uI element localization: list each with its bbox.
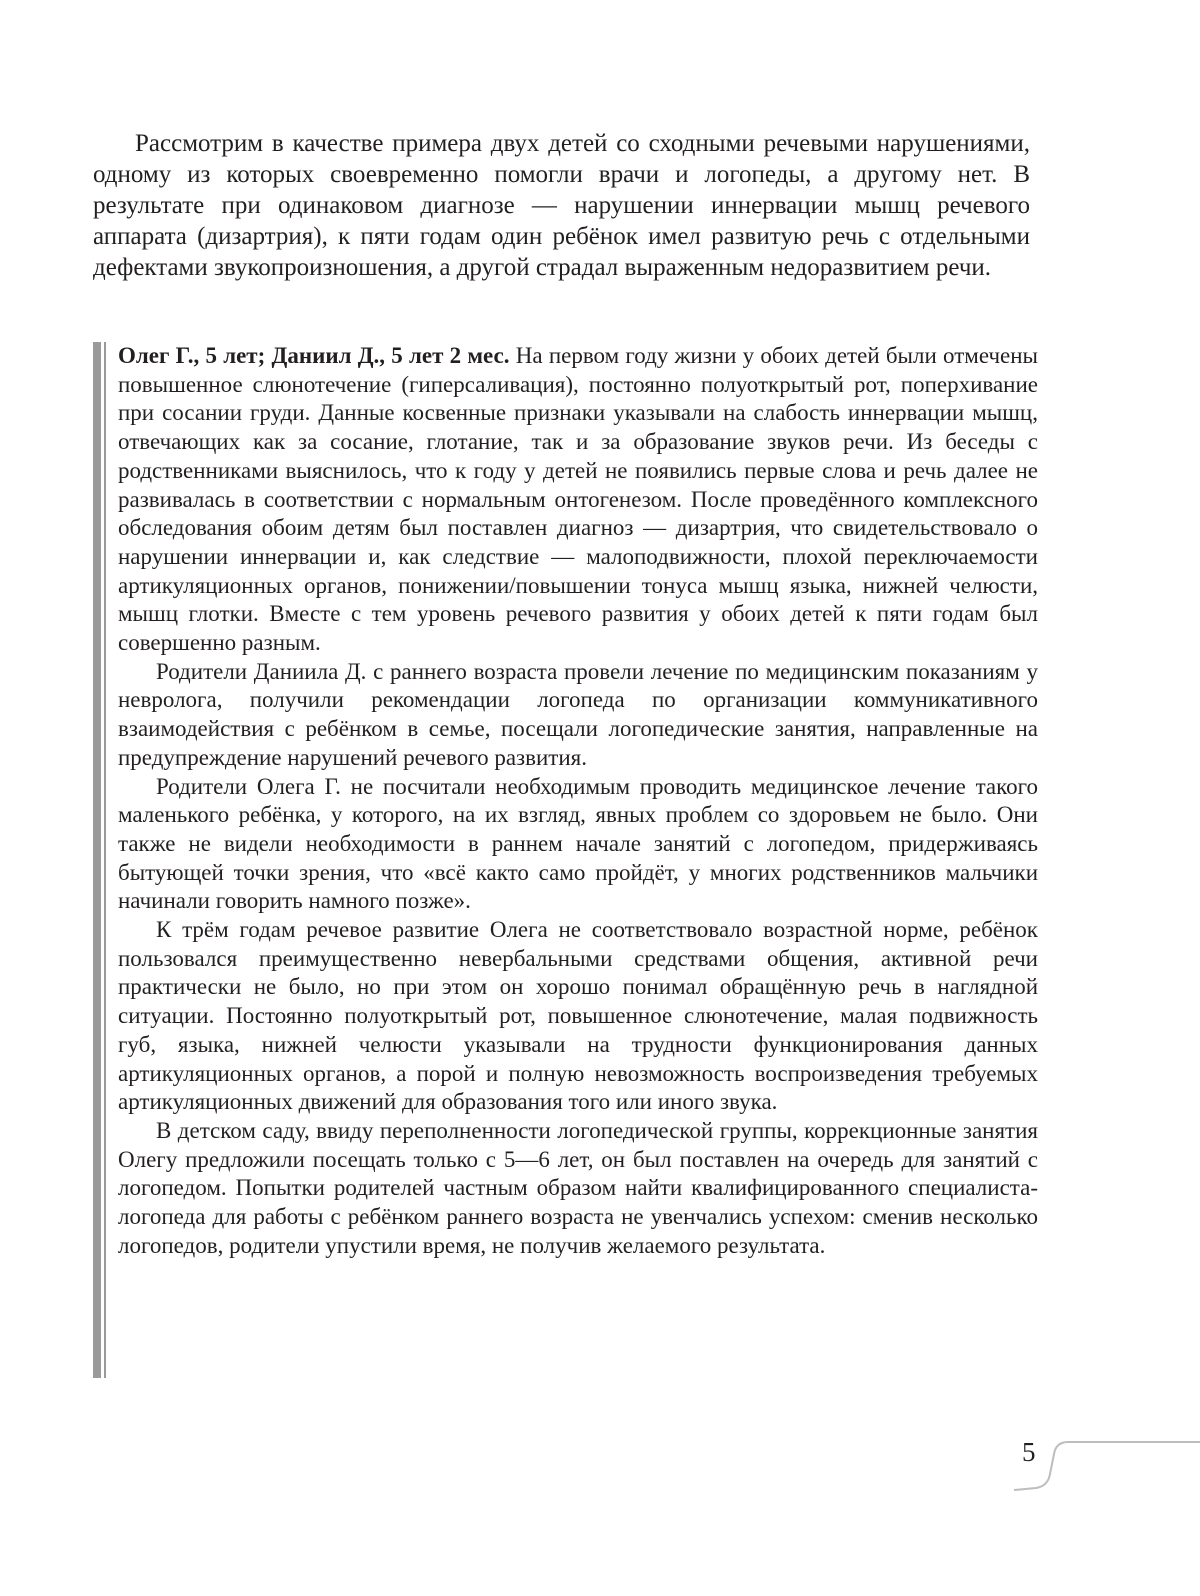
case-study-box — [93, 342, 1038, 1382]
page-corner-decoration — [1010, 1440, 1200, 1500]
case-paragraph-1-text: На первом году жизни у обоих детей были отмечены повышенное слюнотечение (гиперсаливация), постоянно полуоткрытый рот, поперхивание при сосании груди. Данные косвенные признаки указывали на слабость иннервации мышц, отвечающих как за сосание, глотание, так и за образование звуков речи. Из беседы с родственниками выяснилось, что к году у детей не появились первые слова и речь далее не развивалась в соответствии с нормальным онтогенезом. После проведённого комплексного обследования обоим детям был поставлен диагноз — дизартрия, что свидетельствовало о нарушении иннервации и, как следствие — малоподвижности, плохой переключаемости артикуляционных органов, понижении/повышении тонуса мышц языка, нижней челюсти, мышц глотки. Вместе с тем уровень речевого развития у обоих детей к пяти годам был совершенно разным. — [118, 343, 1039, 656]
intro-paragraph: Рассмотрим в качестве примера двух детей со сходными речевыми нарушениями, одному из которых своевременно помогли врачи и логопеды, а другому нет. В результате при одинаковом диагнозе — нарушении иннервации мышц речевого аппарата (дизартрия), к пяти годам один ребёнок имел развитую речь с отдельными дефектами звукопроизношения, а другой страдал выраженным недоразвитием речи. — [93, 130, 1030, 281]
case-heading: Олег Г., 5 лет; Даниил Д., 5 лет 2 мес. — [118, 343, 510, 368]
intro-section — [93, 128, 1030, 283]
case-paragraph-3: Родители Олега Г. не посчитали необходимым проводить медицинское лечение такого маленького ребёнка, у которого, на их взгляд, явных проблем со здоровьем не было. Они также не видели необходимости в раннем начале занятий с логопедом, придерживаясь бытующей точки зрения, что «всё както само пройдёт, у многих родственников мальчики начинали говорить намного позже». — [118, 773, 1038, 914]
case-margin-bar — [93, 342, 101, 1378]
case-study-body — [118, 342, 1038, 1261]
case-paragraph-5: В детском саду, ввиду переполненности логопедической группы, коррекционные занятия Олегу предложили посещать только с 5—6 лет, он был поставлен на очередь для занятий с логопедом. Попытки родителей частным образом найти квалифицированного специалиста-логопеда для работы с ребёнком раннего возраста не увенчались успехом: сменив несколько логопедов, родители упустили время, не получив желаемого результата. — [118, 1117, 1038, 1258]
case-paragraph-4: К трём годам речевое развитие Олега не соответствовало возрастной норме, ребёнок пользовался преимущественно невербальными средствами общения, активной речи практически не было, но при этом он хорошо понимал обращённую речь в наглядной ситуации. Постоянно полуоткрытый рот, повышенное слюнотечение, малая подвижность губ, языка, нижней челюсти указывали на трудности функционирования данных артикуляционных органов, а порой и полную невозможность воспроизведения требуемых артикуляционных движений для образования того или иного звука. — [118, 917, 1038, 1115]
case-paragraph-1 — [118, 342, 1038, 658]
case-paragraph-2: Родители Даниила Д. с раннего возраста провели лечение по медицинским показаниям у невролога, получили рекомендации логопеда по организации коммуникативного взаимодействия с ребёнком в семье, посещали логопедические занятия, направленные на предупреждение нарушений речевого развития. — [118, 658, 1038, 770]
page-number: 5 — [1022, 1437, 1036, 1467]
case-margin-line — [104, 342, 106, 1378]
